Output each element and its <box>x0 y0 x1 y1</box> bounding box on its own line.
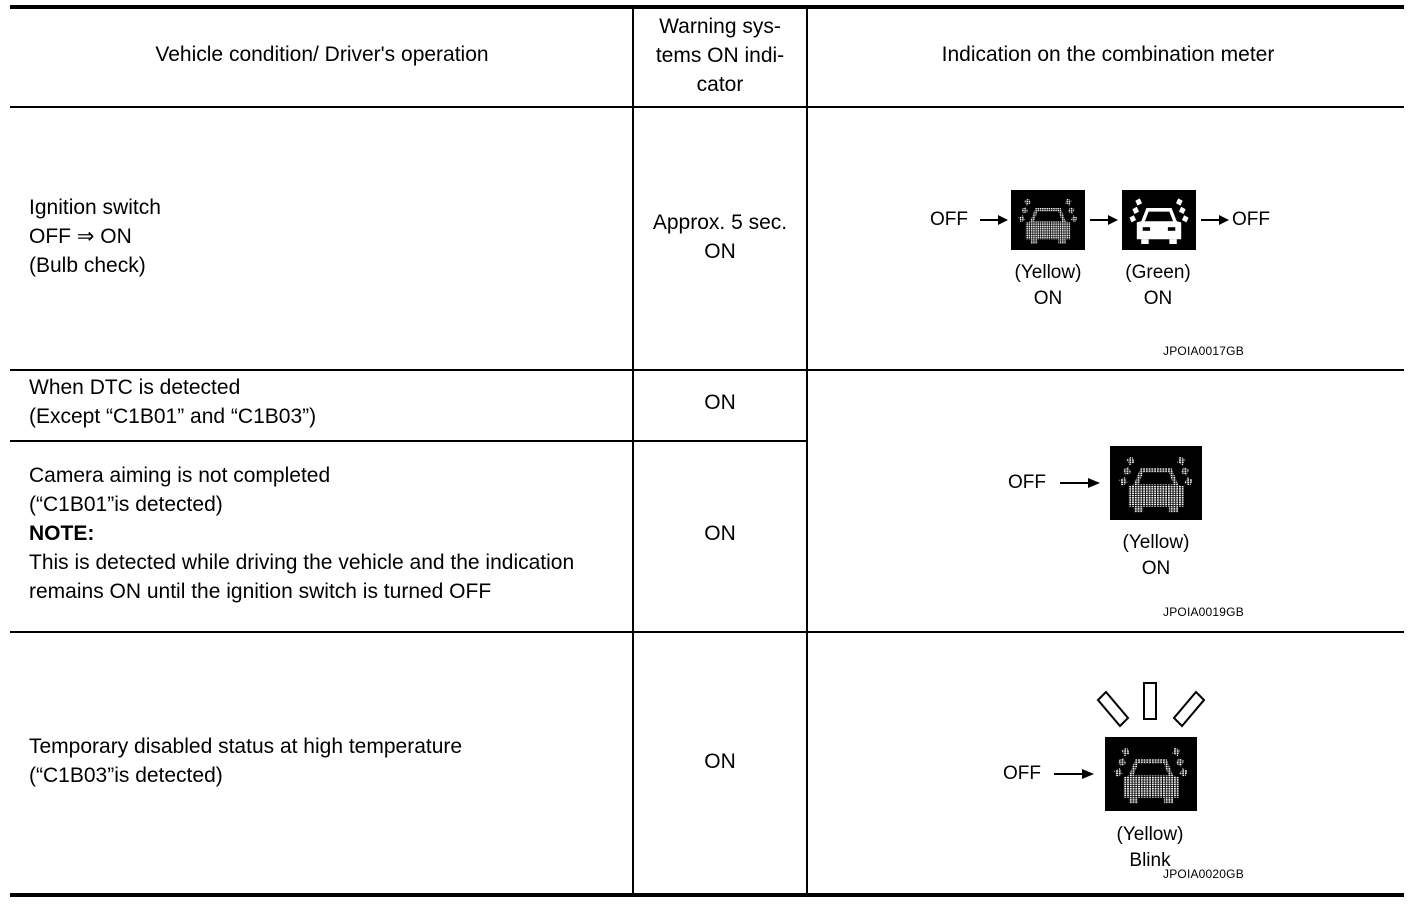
row1-lamp2-label <box>1108 260 1208 312</box>
right-arrow-icon <box>1054 767 1094 781</box>
row4-figure-code: JPOIA0020GB <box>1163 867 1244 881</box>
row1-condition-line1: Ignition switch <box>29 196 161 219</box>
row1-indicator-line2: ON <box>704 240 736 263</box>
row4-condition <box>29 732 462 790</box>
row2-indicator: ON <box>704 391 736 414</box>
row1-condition <box>29 193 161 280</box>
row3-bottom-rule <box>10 631 1404 633</box>
row4-condition-line1: Temporary disabled status at high temperature <box>29 735 463 758</box>
row3-figure-code: JPOIA0019GB <box>1163 605 1244 619</box>
header-warning-line1: Warning sys- <box>659 15 781 38</box>
row2-condition-line1: When DTC is detected <box>29 376 241 399</box>
row1-indicator <box>634 208 806 266</box>
lane-camera-warning-icon-dotted <box>1011 190 1085 250</box>
header-bottom-rule <box>10 106 1404 108</box>
row3-note-label: NOTE: <box>29 522 95 545</box>
row2-condition <box>29 373 316 431</box>
row1-lamp1-state: ON <box>1033 288 1063 309</box>
header-combination-meter: Indication on the combination meter <box>941 43 1275 66</box>
row4-indicator: ON <box>704 750 736 773</box>
row1-condition-line3: (Bulb check) <box>29 254 146 277</box>
blink-rays-icon <box>1094 680 1208 730</box>
row4-condition-line2: (“C1B03”is detected) <box>29 764 223 787</box>
header-warning-line3: cator <box>696 73 744 96</box>
row3-condition <box>29 461 574 606</box>
lane-camera-warning-icon-dotted <box>1110 446 1202 520</box>
row3-lamp-label <box>1106 530 1206 582</box>
lane-camera-warning-icon-solid <box>1122 190 1196 250</box>
row3-lamp-state: ON <box>1141 558 1171 579</box>
row3-note-line1: This is detected while driving the vehicle and the indication <box>29 551 575 574</box>
row4-lamp-color: (Yellow) <box>1116 824 1184 845</box>
row3-indicator: ON <box>704 522 736 545</box>
row1-figure-code: JPOIA0017GB <box>1163 344 1244 358</box>
row1-indicator-line1: Approx. 5 sec. <box>652 211 788 234</box>
right-arrow-icon <box>1201 213 1229 227</box>
header-warning-line2: tems ON indi- <box>655 44 785 67</box>
row1-lamp2-state: ON <box>1143 288 1173 309</box>
col-divider-2 <box>806 5 808 897</box>
row1-bottom-rule <box>10 369 1404 371</box>
right-arrow-icon <box>980 213 1008 227</box>
row3-lamp-color: (Yellow) <box>1122 532 1190 553</box>
row4-lamp-state: Blink <box>1129 850 1171 871</box>
row1-lamp1-label <box>998 260 1098 312</box>
right-arrow-icon <box>1090 213 1118 227</box>
row2-bottom-rule <box>10 440 807 442</box>
row3-condition-line1: Camera aiming is not completed <box>29 464 331 487</box>
row1-lamp1-color: (Yellow) <box>1014 262 1082 283</box>
row1-condition-line2: OFF ⇒ ON <box>29 225 132 248</box>
row1-lamp2-color: (Green) <box>1125 262 1191 283</box>
table-bottom-rule <box>10 893 1404 897</box>
lane-camera-warning-icon-dotted <box>1105 737 1197 811</box>
row1-off-end: OFF <box>1232 209 1270 230</box>
header-warning-indicator <box>634 12 806 99</box>
right-arrow-icon <box>1060 476 1100 490</box>
header-vehicle-condition: Vehicle condition/ Driver's operation <box>155 43 489 66</box>
table-top-rule <box>10 5 1404 9</box>
row3-off: OFF <box>1008 472 1046 493</box>
row3-note-line2: remains ON until the ignition switch is turned OFF <box>29 580 492 603</box>
row1-off-start: OFF <box>930 209 968 230</box>
row3-condition-line2: (“C1B01”is detected) <box>29 493 223 516</box>
row2-condition-line2: (Except “C1B01” and “C1B03”) <box>29 405 317 428</box>
row4-off: OFF <box>1003 763 1041 784</box>
